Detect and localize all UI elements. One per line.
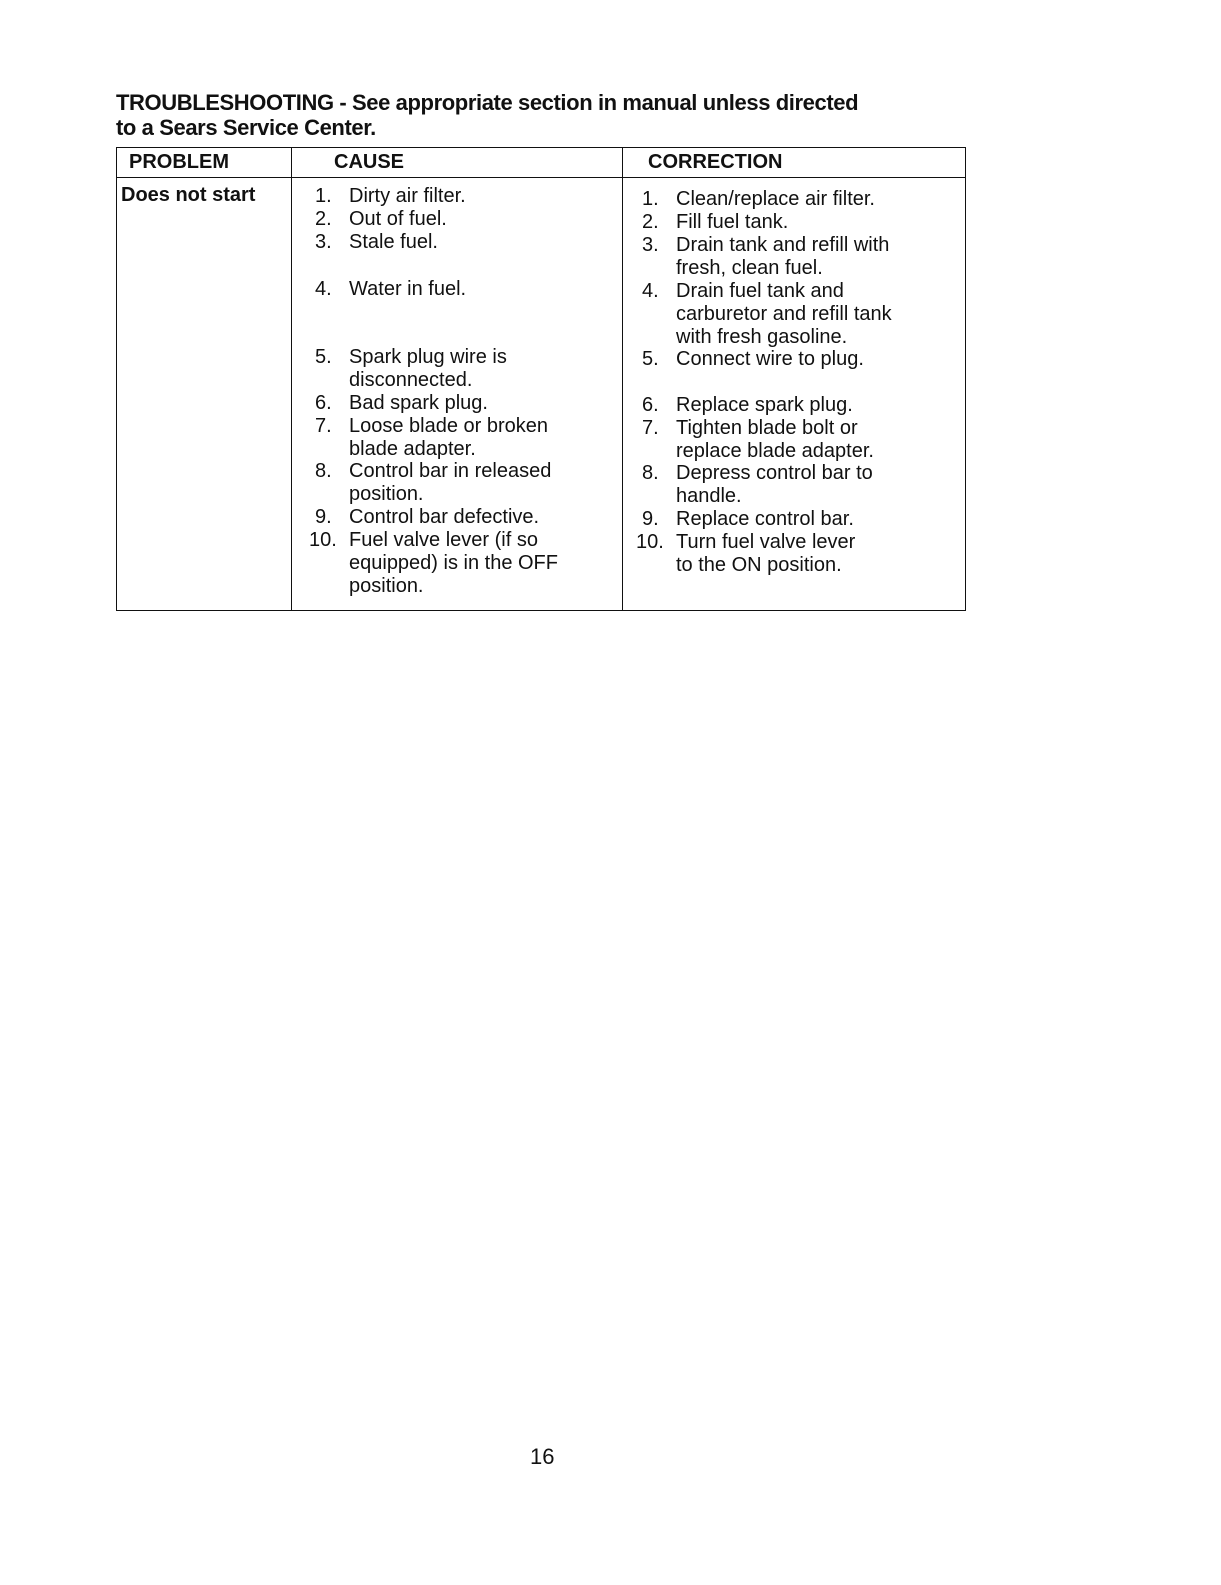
cause-item-line: position.: [349, 574, 424, 597]
correction-item-number: 10.: [636, 531, 664, 553]
cause-item-text: [349, 392, 488, 415]
correction-item-number: 5.: [642, 348, 659, 370]
header-problem: PROBLEM: [129, 151, 229, 173]
header-correction: CORRECTION: [648, 151, 783, 173]
cause-item-line: position.: [349, 482, 424, 505]
cause-item-line: Water in fuel.: [349, 278, 467, 300]
correction-item-text: [676, 417, 874, 463]
correction-item-line: replace blade adapter.: [676, 439, 874, 462]
header-divider: [117, 177, 965, 178]
correction-item-line: Connect wire to plug.: [676, 348, 864, 370]
correction-item-text: [676, 394, 853, 417]
problem-cell: Does not start: [121, 184, 256, 206]
cause-item-line: Spark plug wire is: [349, 346, 507, 368]
correction-item-number: 6.: [642, 394, 659, 416]
cause-item-number: 7.: [315, 415, 332, 437]
correction-item-line: Drain tank and refill with: [676, 234, 890, 256]
cause-item-line: Control bar in released: [349, 460, 552, 482]
cause-item-number: 6.: [315, 392, 332, 414]
cause-item-number: 9.: [315, 506, 332, 528]
column-divider-1: [291, 148, 292, 610]
correction-item-text: [676, 188, 875, 211]
column-divider-2: [622, 148, 623, 610]
cause-item-text: [349, 460, 551, 506]
correction-item-line: Clean/replace air filter.: [676, 188, 875, 210]
cause-item-text: [349, 231, 438, 254]
cause-item-text: [349, 185, 466, 208]
title-line-2: to a Sears Service Center.: [116, 115, 376, 140]
cause-item-text: [349, 278, 466, 301]
correction-item-line: handle.: [676, 484, 742, 507]
correction-item-line: Fill fuel tank.: [676, 211, 789, 233]
correction-item-number: 3.: [642, 234, 659, 256]
page-number: 16: [530, 1444, 555, 1469]
correction-item-text: [676, 348, 864, 371]
cause-item-line: blade adapter.: [349, 437, 476, 460]
cause-item-text: [349, 346, 507, 392]
correction-item-text: [676, 280, 892, 348]
correction-item-line: with fresh gasoline.: [676, 325, 848, 348]
cause-item-number: 1.: [315, 185, 332, 207]
correction-item-line: Turn fuel valve lever: [676, 531, 856, 553]
correction-item-text: [676, 462, 873, 508]
correction-item-line: Tighten blade bolt or: [676, 417, 858, 439]
cause-item-number: 8.: [315, 460, 332, 482]
cause-item-line: Control bar defective.: [349, 506, 540, 528]
correction-item-line: Depress control bar to: [676, 462, 873, 484]
cause-item-number: 4.: [315, 278, 332, 300]
correction-item-line: carburetor and refill tank: [676, 302, 892, 325]
correction-item-line: fresh, clean fuel.: [676, 256, 823, 279]
correction-item-number: 1.: [642, 188, 659, 210]
correction-item-text: [676, 234, 889, 280]
header-cause: CAUSE: [334, 151, 405, 173]
cause-item-line: Bad spark plug.: [349, 392, 488, 414]
cause-item-line: Out of fuel.: [349, 208, 447, 230]
correction-item-line: Drain fuel tank and: [676, 280, 844, 302]
troubleshooting-table: [116, 147, 966, 611]
correction-item-line: Replace spark plug.: [676, 394, 853, 416]
correction-item-text: [676, 211, 788, 234]
cause-item-number: 2.: [315, 208, 332, 230]
cause-item-text: [349, 529, 558, 597]
title-line-1: TROUBLESHOOTING - See appropriate section in manual unless directed: [116, 90, 859, 115]
correction-item-line: Replace control bar.: [676, 508, 854, 530]
cause-item-line: Stale fuel.: [349, 231, 438, 253]
cause-item-line: equipped) is in the OFF: [349, 551, 558, 574]
correction-item-number: 2.: [642, 211, 659, 233]
cause-item-text: [349, 415, 548, 461]
correction-item-number: 9.: [642, 508, 659, 530]
cause-item-line: Fuel valve lever (if so: [349, 529, 538, 551]
cause-item-number: 3.: [315, 231, 332, 253]
cause-item-text: [349, 506, 539, 529]
correction-item-line: to the ON position.: [676, 553, 842, 576]
correction-item-number: 4.: [642, 280, 659, 302]
cause-item-number: 5.: [315, 346, 332, 368]
correction-item-number: 8.: [642, 462, 659, 484]
cause-item-line: disconnected.: [349, 368, 473, 391]
cause-item-line: Dirty air filter.: [349, 185, 466, 207]
correction-item-text: [676, 508, 854, 531]
cause-item-number: 10.: [309, 529, 337, 551]
page-title: [116, 90, 1016, 140]
correction-item-text: [676, 531, 855, 577]
cause-item-line: Loose blade or broken: [349, 415, 549, 437]
correction-item-number: 7.: [642, 417, 659, 439]
cause-item-text: [349, 208, 447, 231]
